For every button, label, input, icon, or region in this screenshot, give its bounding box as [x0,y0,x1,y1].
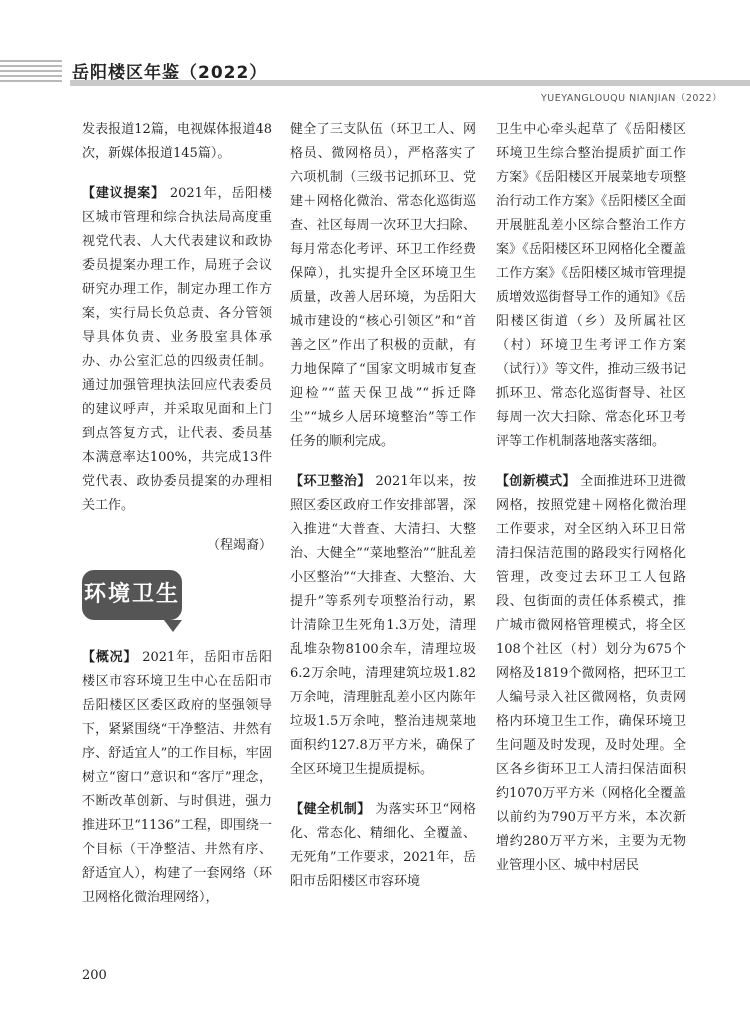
paragraph: 【健全机制】 为落实环卫“网格化、常态化、精细化、全覆盖、无死角”工作要求，2021年，岳阳市岳阳楼区市容环境 [290,802,476,889]
section-heading: 【健全机制】 [290,802,371,817]
running-header-subtitle: YUEYANGLOUQU NIANJIAN（2022） [540,93,722,104]
paragraph: 【建议提案】 2021年，岳阳楼区城市管理和综合执法局高度重视党代表、人大代表建议和政协委员提案办理工作，局班子会议研究办理工作，制定办理工作方案，实行局长负总责、各分管领导具体负责、业务股室具体承办、办公室汇总的四级责任制。通过加强管理执法回应代表委员的建议呼声，并采取见面和上门到点答复方式，让代表、委员基本满意率达100%，共完成13件党代表、政协委员提案的办理相关工作。 [82,186,272,513]
section-heading: 【环卫整治】 [290,474,371,489]
page-number: 200 [82,968,107,983]
header-decoration-lines [0,60,62,88]
running-header-title: 岳阳楼区年鉴（2022） [72,63,268,83]
section-heading: 【建议提案】 [82,186,165,201]
section-title-banner [82,570,182,620]
column-3 [496,118,686,894]
paragraph: 【环卫整治】 2021年以来，按照区委区政府工作安排部署，深入推进“大普查、大清扫、大整治、大健全”“菜地整治”“脏乱差小区整治”“大排查、大整治、大提升”等系列专项整治行动，累计清除卫生死角1.3万处，清理乱堆杂物8100余车，清理垃圾6.2万余吨，清理建筑垃圾1.82万余吨，清理脏乱差小区内陈年垃圾1.5万余吨，整治违规菜地面积约127.8万平方米，确保了全区环境卫生提质提标。 [290,474,476,777]
paragraph: 发表报道12篇，电视媒体报道48次，新媒体报道145篇）。 [82,122,272,161]
column-2 [290,118,476,910]
section-heading: 【创新模式】 [496,474,576,489]
paragraph: 健全了三支队伍（环卫工人、网格员、微网格员），严格落实了六项机制（三级书记抓环卫、党建＋网格化微治、常态化巡街巡查、社区每周一次环卫大扫除、每月常态化考评、环卫工作经费保障），扎实提升全区环境卫生质量，改善人居环境，为岳阳大城市建设的“核心引领区”和“首善之区”作出了积极的贡献，有力地保障了“国家文明城市复查迎检”“蓝天保卫战”“拆迁降尘”“城乡人居环境整治”等工作任务的顺利完成。 [290,122,476,449]
author-credit: （程竭裔） [206,538,272,553]
column-1 [82,118,272,926]
section-title: 环境卫生 [83,582,180,607]
paragraph: 卫生中心牵头起草了《岳阳楼区环境卫生综合整治提质扩面工作方案》《岳阳楼区开展菜地专项整治行动工作方案》《岳阳楼区全面开展脏乱差小区综合整治工作方案》《岳阳楼区环卫网格化全覆盖工作方案》《岳阳楼区城市管理提质增效巡街督导工作的通知》《岳阳楼区街道（乡）及所属社区（村）环境卫生考评工作方案（试行）》等文件，推动三级书记抓环卫、常态化巡街督导、社区每周一次大扫除、常态化环卫考评等工作机制落地落实落细。 [496,122,686,449]
paragraph: 【概况】 2021年，岳阳市岳阳楼区市容环境卫生中心在岳阳市岳阳楼区区委区政府的坚强领导下，紧紧围绕“干净整洁、井然有序、舒适宜人”的工作目标，牢固树立“窗口”意识和“客厅”理念，不断改革创新、与时俱进，强力推进环卫“1136”工程，即围绕一个目标（干净整洁、井然有序、舒适宜人），构建了一套网络（环卫网格化微治理网络）， [82,650,272,905]
section-heading: 【概况】 [82,650,138,665]
paragraph: 【创新模式】 全面推进环卫进微网格，按照党建＋网格化微治理工作要求，对全区纳入环卫日常清扫保洁范围的路段实行网格化管理，改变过去环卫工人包路段、包街面的责任体系模式，推广城市微网格管理模式，将全区108个社区（村）划分为675个网格及1819个微网格，把环卫工人编号录入社区微网格，负责网格内环境卫生工作，确保环境卫生问题及时发现，及时处理。全区各乡街环卫工人清扫保洁面积约1070万平方米（网格化全覆盖以前约为790万平方米，本次新增约280万平方米，主要为无物业管理小区、城中村居民 [496,474,686,873]
